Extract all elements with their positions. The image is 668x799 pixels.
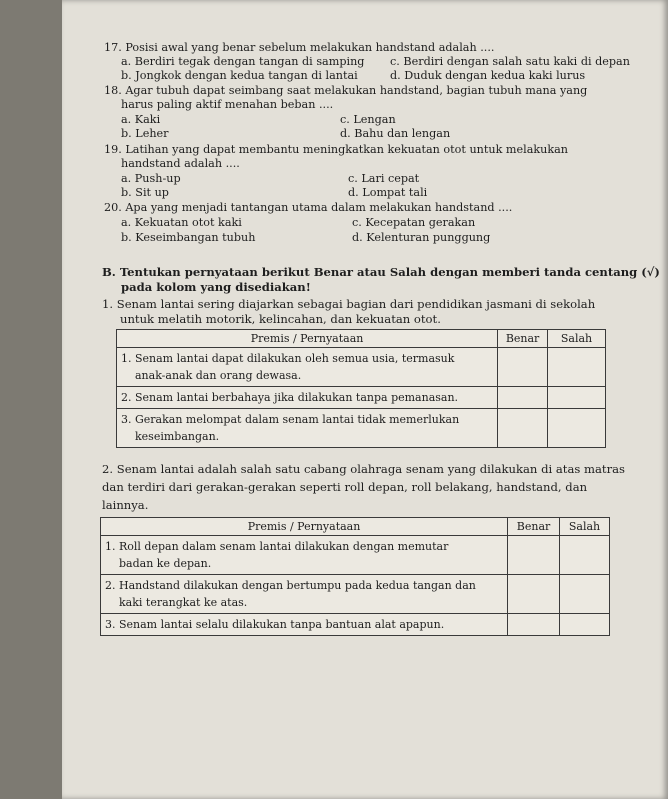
table2-header-true: Benar: [508, 518, 560, 536]
item2-text-line1: 2. Senam lantai adalah salah satu cabang olahraga senam yang dilakukan di atas matras: [102, 462, 625, 476]
table-row: [101, 614, 610, 636]
table1-row3-false-cell[interactable]: [548, 409, 606, 448]
section-b-heading-line2: pada kolom yang disediakan!: [121, 280, 311, 294]
table2-row3-statement: 3. Senam lantai selalu dilakukan tanpa bantuan alat apapun.: [101, 614, 508, 636]
item2-text-line3: lainnya.: [102, 498, 149, 512]
q20-option-c: c. Kecepatan gerakan: [352, 216, 476, 229]
table1-row2-statement: 2. Senam lantai berbahaya jika dilakukan tanpa pemanasan.: [117, 387, 498, 409]
q18-option-c: c. Lengan: [340, 113, 396, 126]
table2-row3-false-cell[interactable]: [560, 614, 610, 636]
table2-row3-true-cell[interactable]: [508, 614, 560, 636]
table2-row2-true-cell[interactable]: [508, 575, 560, 614]
q20-option-b: b. Keseimbangan tubuh: [121, 231, 256, 244]
true-false-table-1: [116, 329, 606, 448]
q19-option-d: d. Lompat tali: [348, 186, 428, 199]
item2-text-line2: dan terdiri dari gerakan-gerakan seperti roll depan, roll belakang, handstand, dan: [102, 480, 588, 494]
table-row: [101, 536, 610, 575]
q19-stem-line1: 19. Latihan yang dapat membantu meningkatkan kekuatan otot untuk melakukan: [104, 143, 569, 156]
table2-row2-false-cell[interactable]: [560, 575, 610, 614]
q20-stem: 20. Apa yang menjadi tantangan utama dalam melakukan handstand ....: [104, 201, 513, 214]
table2-header-statement: Premis / Pernyataan: [101, 518, 508, 536]
q17-stem: 17. Posisi awal yang benar sebelum melakukan handstand adalah ....: [104, 41, 495, 54]
table2-row1-statement: 1. Roll depan dalam senam lantai dilakukan dengan memutar badan ke depan.: [101, 536, 508, 575]
table1-row1-true-cell[interactable]: [498, 348, 548, 387]
true-false-table-2: [100, 517, 610, 636]
q17-option-d: d. Duduk dengan kedua kaki lurus: [390, 69, 586, 82]
table-row: [117, 409, 606, 448]
section-b-heading-line1: B. Tentukan pernyataan berikut Benar atau Salah dengan memberi tanda centang (√): [102, 265, 660, 279]
q17-option-b: b. Jongkok dengan kedua tangan di lantai: [121, 69, 358, 82]
q20-option-a: a. Kekuatan otot kaki: [121, 216, 242, 229]
q18-option-a: a. Kaki: [121, 113, 161, 126]
table2-row2-statement: 2. Handstand dilakukan dengan bertumpu pada kedua tangan dan kaki terangkat ke atas.: [101, 575, 508, 614]
table2-row1-true-cell[interactable]: [508, 536, 560, 575]
q18-stem-line1: 18. Agar tubuh dapat seimbang saat melakukan handstand, bagian tubuh mana yang: [104, 84, 588, 97]
table1-row3-true-cell[interactable]: [498, 409, 548, 448]
table1-row2-true-cell[interactable]: [498, 387, 548, 409]
q17-option-a: a. Berdiri tegak dengan tangan di samping: [121, 55, 365, 68]
item1-text-line2: untuk melatih motorik, kelincahan, dan kekuatan otot.: [120, 312, 441, 326]
table1-header-true: Benar: [498, 330, 548, 348]
q18-stem-line2: harus paling aktif menahan beban ....: [121, 98, 334, 111]
table-row: [117, 387, 606, 409]
q18-option-d: d. Bahu dan lengan: [340, 127, 451, 140]
table2-row1-false-cell[interactable]: [560, 536, 610, 575]
table-row: [101, 575, 610, 614]
q18-option-b: b. Leher: [121, 127, 169, 140]
q20-option-d: d. Kelenturan punggung: [352, 231, 491, 244]
table1-row2-false-cell[interactable]: [548, 387, 606, 409]
item1-text-line1: 1. Senam lantai sering diajarkan sebagai bagian dari pendidikan jasmani di sekolah: [102, 297, 596, 311]
q19-option-a: a. Push-up: [121, 172, 181, 185]
table1-row1-statement: 1. Senam lantai dapat dilakukan oleh semua usia, termasuk anak-anak dan orang dewasa.: [117, 348, 498, 387]
q19-option-c: c. Lari cepat: [348, 172, 420, 185]
table-row: [117, 348, 606, 387]
table2-header-false: Salah: [560, 518, 610, 536]
table1-row3-statement: 3. Gerakan melompat dalam senam lantai tidak memerlukan keseimbangan.: [117, 409, 498, 448]
q19-option-b: b. Sit up: [121, 186, 169, 199]
table1-header-false: Salah: [548, 330, 606, 348]
table1-header-statement: Premis / Pernyataan: [117, 330, 498, 348]
table1-row1-false-cell[interactable]: [548, 348, 606, 387]
q17-option-c: c. Berdiri dengan salah satu kaki di depan: [390, 55, 630, 68]
q19-stem-line2: handstand adalah ....: [121, 157, 240, 170]
